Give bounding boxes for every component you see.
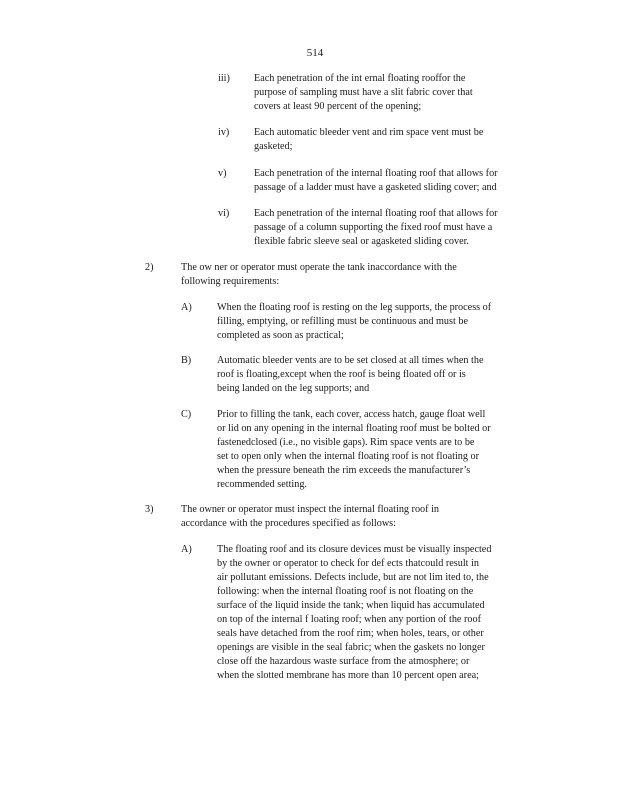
text-line: air pollutant emissions. Defects include, but are not lim ited to, the: [217, 572, 489, 583]
item-text: [254, 207, 539, 249]
item-text: [181, 261, 511, 289]
item-marker: C): [181, 409, 192, 420]
text-line: openings are visible in the seal fabric; when the gaskets no longer: [217, 642, 485, 653]
text-line: covers at least 90 percent of the opening;: [254, 101, 422, 112]
page-number: 514: [306, 47, 324, 59]
item-text: [217, 301, 539, 343]
text-line: accordance with the procedures specified as follows:: [181, 518, 396, 529]
item-text: [254, 72, 539, 114]
text-line: Automatic bleeder vents are to be set closed at all times when the: [217, 355, 484, 366]
text-line: The floating roof and its closure devices must be visually inspected: [217, 544, 492, 555]
text-line: passage of a column supporting the fixed roof must have a: [254, 222, 493, 233]
item-text: [181, 503, 511, 531]
item-marker: A): [181, 302, 192, 313]
text-line: flexible fabric sleeve seal or agasketed sliding cover.: [254, 236, 469, 247]
text-line: when the pressure beneath the rim exceeds the manufacturer’s: [217, 465, 471, 476]
text-line: When the floating roof is resting on the leg supports, the process of: [217, 302, 492, 313]
item-marker: iii): [218, 73, 230, 84]
text-line: when the slotted membrane has more than 10 percent open area;: [217, 670, 479, 681]
item-marker: A): [181, 544, 192, 555]
text-line: passage of a ladder must have a gasketed sliding cover; and: [254, 182, 497, 193]
item-marker: 3): [145, 504, 154, 515]
text-line: Each automatic bleeder vent and rim space vent must be: [254, 127, 484, 138]
text-line: roof is floating,except when the roof is being floated off or is: [217, 369, 466, 380]
item-text: [254, 126, 539, 154]
text-line: by the owner or operator to check for def ects thatcould result in: [217, 558, 479, 569]
text-line: on top of the internal f loating roof; when any portion of the roof: [217, 614, 481, 625]
text-line: gasketed;: [254, 141, 293, 152]
text-line: recommended setting.: [217, 479, 307, 490]
text-line: or lid on any opening in the internal floating roof must be bolted or: [217, 423, 491, 434]
item-marker: v): [218, 168, 227, 179]
text-line: Each penetration of the int ernal floating rooffor the: [254, 73, 466, 84]
text-line: Each penetration of the internal floating roof that allows for: [254, 208, 498, 219]
text-line: close off the hazardous waste surface from the atmosphere; or: [217, 656, 470, 667]
text-line: being landed on the leg supports; and: [217, 383, 370, 394]
text-line: Prior to filling the tank, each cover, access hatch, gauge float well: [217, 409, 486, 420]
item-text: [217, 408, 539, 492]
text-line: fastenedclosed (i.e., no visible gaps). Rim space vents are to be: [217, 437, 475, 448]
text-line: seals have detached from the roof rim; when holes, tears, or other: [217, 628, 484, 639]
item-marker: B): [181, 355, 192, 366]
item-text: [217, 543, 539, 683]
text-line: purpose of sampling must have a slit fabric cover that: [254, 87, 473, 98]
text-line: completed as soon as practical;: [217, 330, 344, 341]
item-marker: 2): [145, 262, 154, 273]
item-marker: iv): [218, 127, 230, 138]
text-line: The owner or operator must inspect the internal floating roof in: [181, 504, 440, 515]
item-text: [254, 167, 539, 195]
item-text: [217, 354, 539, 396]
text-line: filling, emptying, or refilling must be continuous and must be: [217, 316, 468, 327]
text-line: surface of the liquid inside the tank; when liquid has accumulated: [217, 600, 485, 611]
text-line: Each penetration of the internal floating roof that allows for: [254, 168, 498, 179]
text-line: following requirements:: [181, 276, 280, 287]
text-line: following: when the internal floating roof is not floating on the: [217, 586, 474, 597]
item-marker: vi): [218, 208, 230, 219]
text-line: The ow ner or operator must operate the tank inaccordance with the: [181, 262, 457, 273]
text-line: set to open only when the internal floating roof is not floating or: [217, 451, 479, 462]
